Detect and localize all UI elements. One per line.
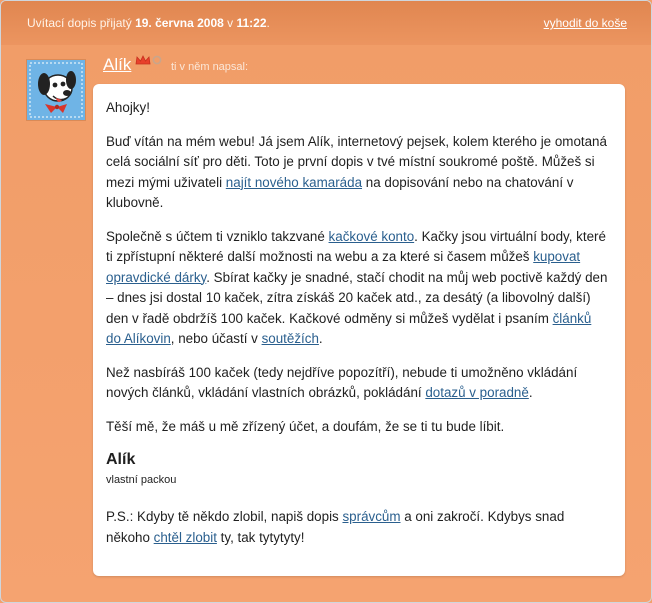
letter-content	[106, 98, 609, 561]
text-span: P.S.: Kdyby tě někdo zlobil, napiš dopis	[106, 509, 343, 524]
text-span: . Kačky jsou virtuální body, které ti zpřístupní některé další možnosti na webu a za které si časem můžeš	[106, 228, 606, 264]
sender-name-link[interactable]: Alík	[103, 55, 132, 74]
want-to-tease-link[interactable]: chtěl zlobit	[153, 529, 217, 545]
letter-body	[93, 84, 625, 576]
text-span: Společně s účtem ti vzniklo takzvané	[106, 228, 329, 244]
sender-avatar[interactable]	[26, 59, 86, 121]
status-circle-icon	[152, 52, 162, 62]
received-label: Uvítací dopis přijatý	[27, 16, 132, 30]
paragraph-welcome	[106, 132, 609, 214]
received-time: 11:22	[236, 16, 267, 30]
crown-icon	[135, 53, 151, 65]
move-to-trash-link[interactable]: vyhodit do koše	[543, 16, 627, 30]
signature-name: Alík	[106, 451, 136, 468]
dog-avatar-icon	[27, 60, 85, 120]
text-span: . Sbírat kačky je snadné, stačí chodit na můj web poctivě každý den – dnes jsi dostal 10 kaček, zítra získáš 20 kaček atd., za desátý (a libovolný další) den v řadě obdržíš 100 kaček. Kačkové odměny si můžeš vydělat i psaním	[106, 269, 608, 326]
paragraph-kacky	[106, 227, 609, 350]
text-span: Buď vítán na mém webu! Já jsem Alík, internetový pejsek, kolem kterého je omotaná celá sociální síť pro děti. Toto je první dopis v tvé místní soukromé poště. Můžeš si mezi mými uživateli	[106, 133, 607, 190]
text-span: na dopisování nebo na chatování v klubovně.	[106, 174, 574, 210]
wrote-label: ti v něm napsal:	[171, 61, 249, 73]
advice-questions-link[interactable]: dotazů v poradně	[425, 385, 529, 400]
received-suffix: .	[266, 16, 270, 30]
text-span: Než nasbíráš 100 kaček (tedy nejdříve popozítří), nebude ti umožněno vkládání nových článků, vkládání vlastních obrázků, pokládání	[106, 364, 578, 400]
received-info	[27, 16, 270, 30]
text-span: a oni zakročí. Kdybys snad někoho	[106, 509, 565, 545]
text-span: ty, tak tytytyty!	[216, 529, 305, 545]
greeting: Ahojky!	[106, 100, 150, 115]
message-header	[1, 1, 651, 45]
paragraph-limits	[106, 363, 609, 404]
text-span: , nebo účastí v	[170, 331, 262, 346]
postscript	[106, 507, 609, 548]
buy-gifts-link[interactable]: kupovat opravdické dárky	[106, 249, 581, 285]
kacky-account-link[interactable]: kačkové konto	[328, 228, 415, 244]
paragraph-closing: Těší mě, že máš u mě zřízený účet, a doufám, že se ti tu bude líbit.	[106, 418, 505, 434]
text-span: .	[528, 385, 533, 400]
admins-link[interactable]: správcům	[342, 509, 401, 524]
contests-link[interactable]: soutěžích	[261, 331, 319, 346]
find-friend-link[interactable]: najít nového kamaráda	[225, 174, 363, 190]
text-span: .	[318, 331, 323, 346]
received-date: 19. června 2008	[135, 16, 224, 30]
signature-note: vlastní packou	[106, 474, 177, 486]
articles-link[interactable]: článků do Alíkovin	[106, 310, 592, 346]
received-at-label: v	[227, 16, 234, 30]
